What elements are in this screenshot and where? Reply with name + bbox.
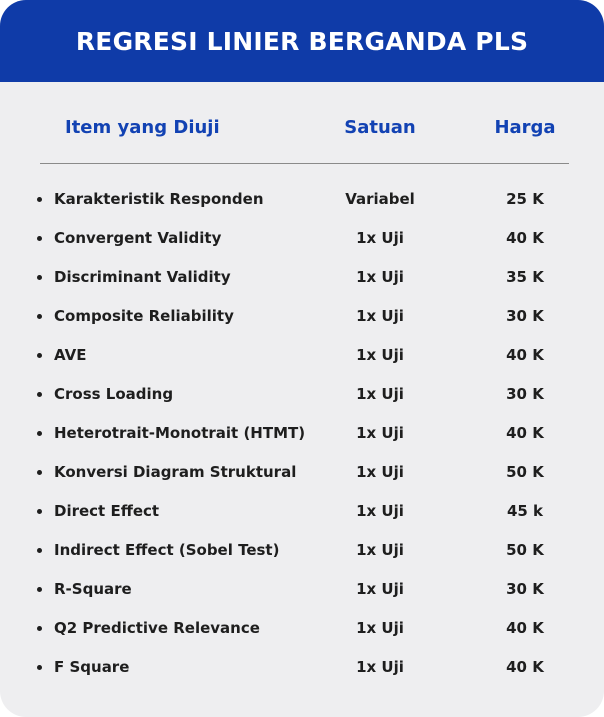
- bullet-icon: [37, 626, 42, 631]
- row-unit: 1x Uji: [356, 580, 404, 598]
- table-row: [0, 336, 604, 375]
- row-unit: Variabel: [345, 190, 415, 208]
- row-unit: 1x Uji: [356, 268, 404, 286]
- row-price: 30 K: [506, 307, 544, 325]
- table-row: [0, 414, 604, 453]
- header-bar: [0, 0, 604, 82]
- row-item-name: AVE: [54, 346, 87, 364]
- row-item-name: Composite Reliability: [54, 307, 234, 325]
- row-unit: 1x Uji: [356, 541, 404, 559]
- row-unit: 1x Uji: [356, 229, 404, 247]
- table-row: [0, 258, 604, 297]
- table-row: [0, 531, 604, 570]
- table-row: [0, 453, 604, 492]
- row-item-name: Discriminant Validity: [54, 268, 231, 286]
- row-unit: 1x Uji: [356, 307, 404, 325]
- row-item-name: R-Square: [54, 580, 132, 598]
- row-price: 35 K: [506, 268, 544, 286]
- row-item-name: Direct Effect: [54, 502, 160, 520]
- row-price: 40 K: [506, 424, 544, 442]
- bullet-icon: [37, 197, 42, 202]
- row-item-name: F Square: [54, 658, 130, 676]
- bullet-icon: [37, 470, 42, 475]
- row-price: 50 K: [506, 463, 544, 481]
- bullet-icon: [37, 587, 42, 592]
- row-price: 50 K: [506, 541, 544, 559]
- table-row: [0, 492, 604, 531]
- row-price: 45 k: [506, 502, 544, 520]
- row-price: 40 K: [506, 658, 544, 676]
- row-unit: 1x Uji: [356, 463, 404, 481]
- column-header-item: Item yang Diuji: [65, 117, 220, 138]
- bullet-icon: [37, 314, 42, 319]
- row-item-name: Indirect Effect (Sobel Test): [54, 541, 280, 559]
- bullet-icon: [37, 665, 42, 670]
- row-price: 30 K: [506, 385, 544, 403]
- table-row: [0, 219, 604, 258]
- row-item-name: Karakteristik Responden: [54, 190, 264, 208]
- column-header-price: Harga: [494, 117, 556, 138]
- bullet-icon: [37, 275, 42, 280]
- row-unit: 1x Uji: [356, 424, 404, 442]
- row-price: 30 K: [506, 580, 544, 598]
- row-price: 40 K: [506, 346, 544, 364]
- row-unit: 1x Uji: [356, 346, 404, 364]
- bullet-icon: [37, 509, 42, 514]
- table-row: [0, 180, 604, 219]
- page-title: REGRESI LINIER BERGANDA PLS: [75, 26, 529, 56]
- row-unit: 1x Uji: [356, 502, 404, 520]
- row-price: 40 K: [506, 619, 544, 637]
- bullet-icon: [37, 548, 42, 553]
- row-unit: 1x Uji: [356, 385, 404, 403]
- row-unit: 1x Uji: [356, 658, 404, 676]
- table-row: [0, 648, 604, 687]
- row-item-name: Heterotrait-Monotrait (HTMT): [54, 424, 306, 442]
- row-unit: 1x Uji: [356, 619, 404, 637]
- table-row: [0, 570, 604, 609]
- bullet-icon: [37, 236, 42, 241]
- bullet-icon: [37, 431, 42, 436]
- table-row: [0, 609, 604, 648]
- header-divider: [40, 163, 569, 164]
- bullet-icon: [37, 392, 42, 397]
- row-item-name: Cross Loading: [54, 385, 174, 403]
- row-price: 25 K: [506, 190, 544, 208]
- row-item-name: Konversi Diagram Struktural: [54, 463, 297, 481]
- row-price: 40 K: [506, 229, 544, 247]
- row-item-name: Q2 Predictive Relevance: [54, 619, 260, 637]
- row-item-name: Convergent Validity: [54, 229, 222, 247]
- column-header-unit: Satuan: [344, 117, 416, 138]
- price-list: [0, 180, 604, 687]
- table-row: [0, 297, 604, 336]
- bullet-icon: [37, 353, 42, 358]
- table-row: [0, 375, 604, 414]
